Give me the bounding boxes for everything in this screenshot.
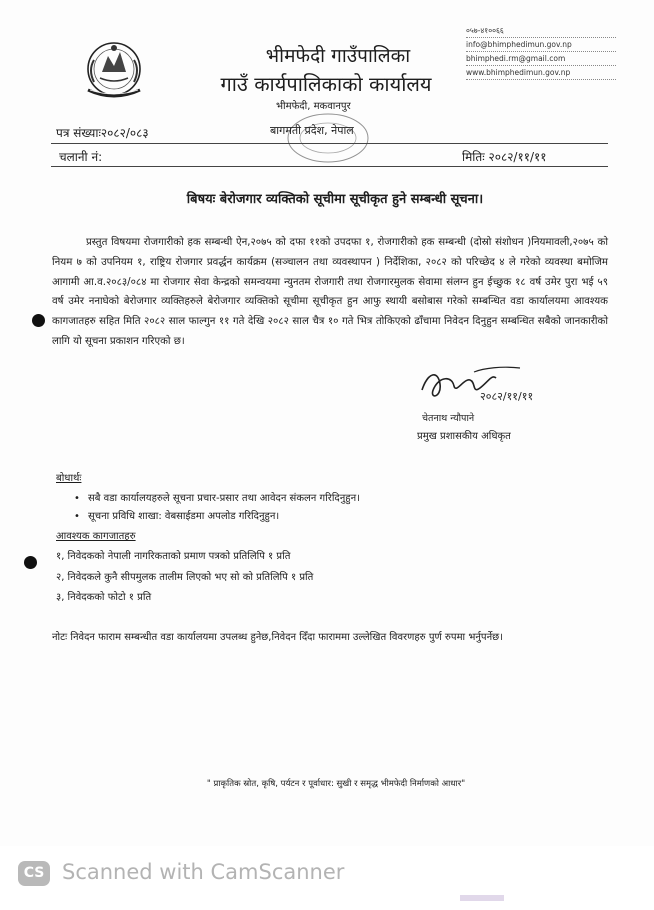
reference-number: पत्र संख्याः२०८२/०८३ (56, 126, 149, 140)
bullet-glyph: • (74, 493, 80, 504)
address-line-1: भीमफेदी, मकवानपुर (276, 101, 351, 112)
signatory-title: प्रमुख प्रशासकीय अधिकृत (417, 431, 511, 442)
notes-item-text: सूचना प्रविधि शाखा: वेबसाईडमा अपलोड गरिदिनुहुन। (88, 511, 280, 522)
letter-date: मितिः २०८२/११/११ (462, 150, 547, 164)
decorative-mark (460, 895, 504, 901)
notice-body: प्रस्तुत विषयमा रोजगारीको हक सम्बन्धी ऐन,२०७५ को दफा ११को उपदफा १, रोजगारीको हक सम्बन्धी (दोस्रो संशोधन )नियमावली,२०७५ को नियम ७ को उपनियम १, राष्ट्रिय रोजगार प्रवर्द्धन कार्यक्रम (सञ्चालन तथा व्यवस्थापन ) निर्देशिका, २०८२ को परिच्छेद ४ ले गरेको व्यवस्था बमोजिम आगामी आ.व.२०८३/०८४ मा रोजगार सेवा केन्द्रको समन्वयमा न्युनतम रोजगारी तथा रोजगारमुलक सेवामा संलग्न हुन ईच्छुक १८ वर्ष उमेर पुरा भई ५९ वर्ष उमेर ननाघेको बेरोजगार व्यक्तिहरुले बेरोजगार व्यक्तिको सूचीमा सूचीकृत हुन आफु स्थायी बसोबास गरेको सम्बन्धित वडा कार्यालयमा आवश्यक कागजातहरु सहित मिति २०८२ साल फाल्गुन ११ गते देखि २०८२ साल चैत्र १० गते भित्र तोकिएको ढाँचामा निवेदन दिनुहुन सम्बन्धित सबैको जानकारीको लागि यो सूचना प्रकाशन गरिएको छ। (52, 237, 608, 347)
required-document-item: १, निवेदकको नेपाली नागरिकताको प्रमाण पत्रको प्रतिलिपि १ प्रति (56, 551, 291, 562)
nepal-emblem-logo (82, 38, 146, 104)
contact-email-info: info@bhimphedimun.gov.np (466, 38, 616, 52)
notes-heading: बोधार्थः (56, 473, 82, 484)
office-name: गाउँ कार्यपालिकाको कार्यालय (220, 72, 432, 96)
signatory-name: चेतनाथ न्यौपाने (422, 413, 475, 424)
header-divider-top (51, 143, 608, 144)
notes-item (74, 490, 360, 504)
application-note: नोटः निवेदन फाराम सम्बन्धीत वडा कार्यालयमा उपलब्ध हुनेछ,निवेदन दिँदा फाराममा उल्लेखित विवरणहरु पुर्ण रुपमा भर्नुपर्नेछ। (52, 632, 503, 643)
dispatch-number: चलानी नं: (59, 150, 103, 164)
header-divider-bottom (51, 166, 608, 167)
footer-motto: " प्राकृतिक स्रोत, कृषि, पर्यटन र पूर्वाधार: सुखी र समृद्ध भीमफेदी निर्माणको आधार" (206, 779, 466, 789)
bullet-glyph: • (74, 511, 80, 522)
punch-hole-mark (24, 556, 37, 569)
required-document-item: २, निवेदकले कुनै सीपमुलक तालीम लिएको भए सो को प्रतिलिपि १ प्रति (56, 572, 314, 583)
contact-block (466, 24, 616, 80)
address-line-2: बागमती प्रदेश, नेपाल (270, 124, 354, 137)
municipality-name: भीमफेदी गाउँपालिका (265, 45, 411, 67)
contact-phone: ०५७-४१००६६ (466, 24, 616, 38)
punch-hole-mark (32, 314, 45, 327)
signature-scribble (414, 358, 534, 418)
required-documents-heading: आवश्यक कागजातहरु (56, 531, 136, 542)
notes-item-text: सबै वडा कार्यालयहरुले सूचना प्रचार-प्रसार तथा आवेदन संकलन गरिदिनुहुन। (88, 493, 360, 504)
contact-email-gmail: bhimphedi.rm@gmail.com (466, 52, 616, 66)
contact-website: www.bhimphedimun.gov.np (466, 66, 616, 80)
subject-line: बिषयः बेरोजगार व्यक्तिको सूचीमा सूचीकृत हुने सम्बन्धी सूचना। (186, 192, 484, 207)
required-document-item: ३, निवेदकको फोटो १ प्रति (56, 592, 152, 603)
camscanner-logo-icon: CS (18, 861, 50, 886)
notes-item (74, 508, 279, 522)
signature-date: २०८२/११/११ (480, 390, 534, 403)
camscanner-watermark-text: Scanned with CamScanner (62, 860, 345, 884)
